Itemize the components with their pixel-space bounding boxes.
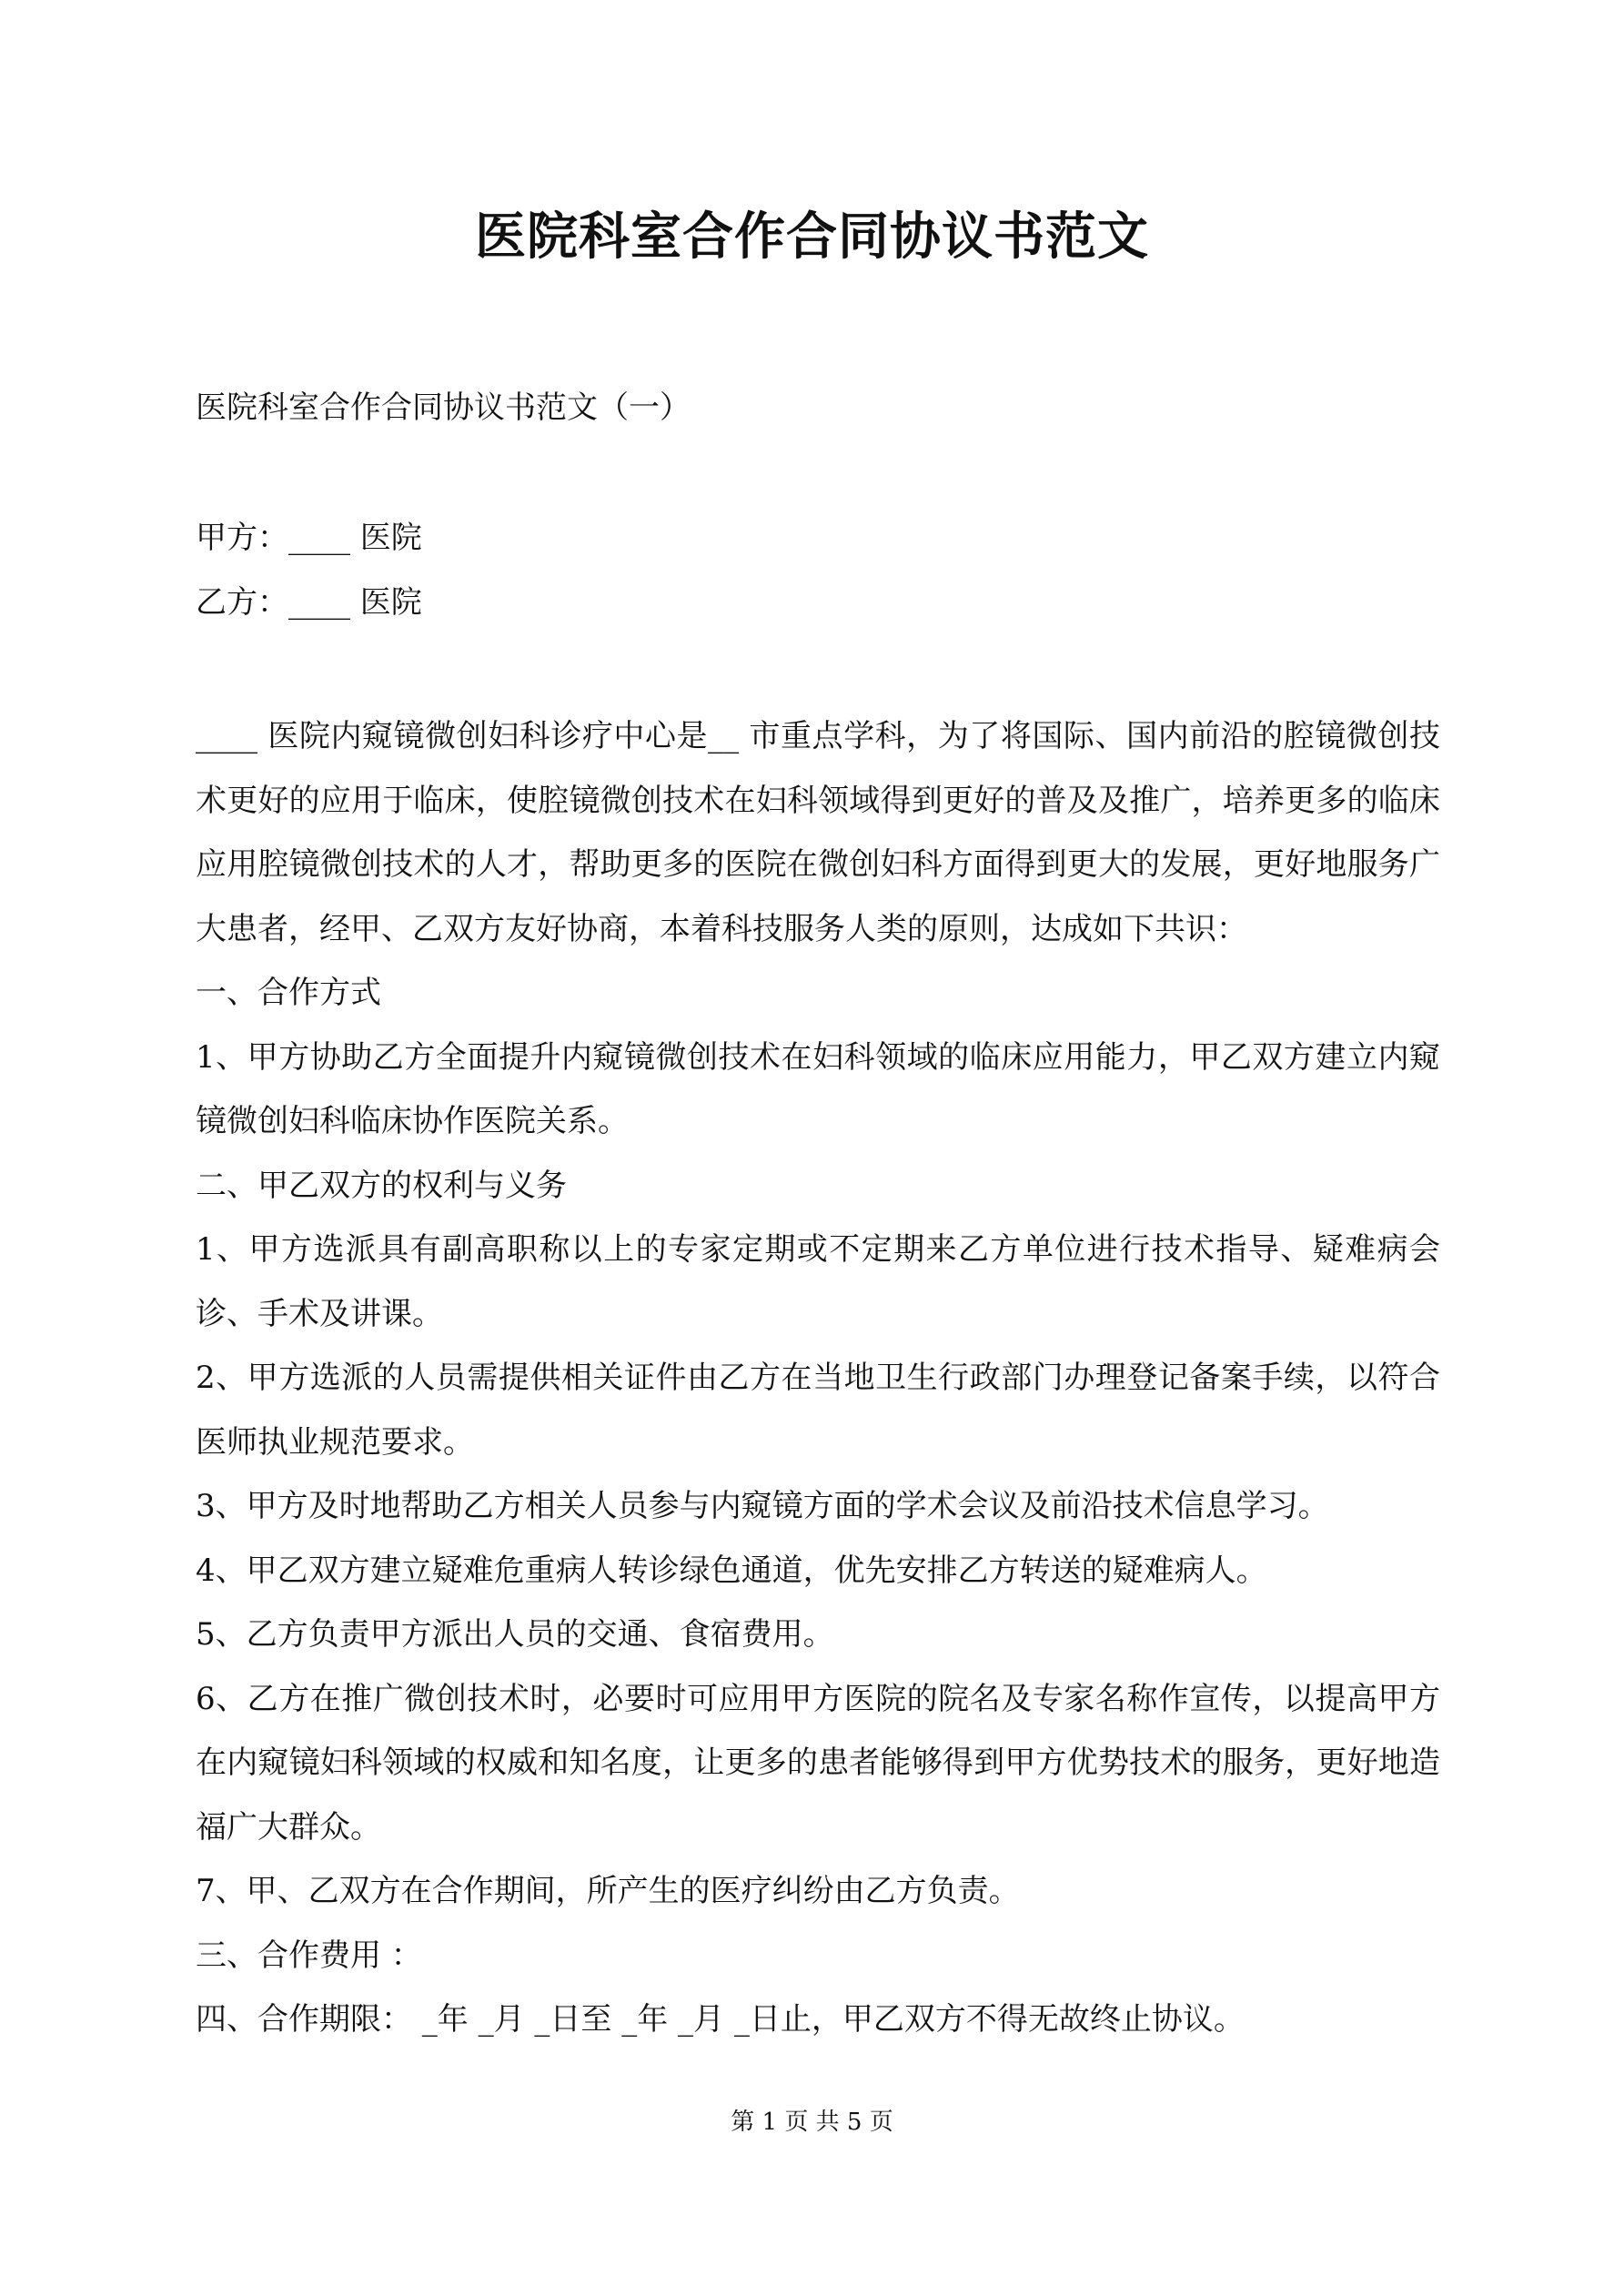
party-a-line: 甲方：____ 医院 [196,520,422,556]
clause-paragraph: 7、甲、乙双方在合作期间，所产生的医疗纠纷由乙方负责。 [196,1873,1020,1909]
clause-paragraph: 6、乙方在推广微创技术时，必要时可应用甲方医院的院名及专家名称作宣传，以提高甲方在内窥镜妇科领域的权威和知名度，让更多的患者能够得到甲方优势技术的服务，更好地造福广大群众。 [196,1680,1440,1846]
contract-body [196,704,1440,2052]
section-heading-cooperation-mode: 一、合作方式 [196,975,381,1011]
section-heading-rights-obligations: 二、甲乙双方的权利与义务 [196,1167,567,1204]
clause-paragraph: 1、甲方选派具有副高职称以上的专家定期或不定期来乙方单位进行技术指导、疑难病会诊、手术及讲课。 [196,1231,1440,1332]
clause-paragraph: 4、甲乙双方建立疑难危重病人转诊绿色通道，优先安排乙方转送的疑难病人。 [196,1552,1267,1589]
clause-paragraph: 2、甲方选派的人员需提供相关证件由乙方在当地卫生行政部门办理登记备案手续，以符合医师执业规范要求。 [196,1360,1440,1461]
section-heading-cooperation-term: 四、合作期限： _年 _月 _日至 _年 _月 _日止，甲乙双方不得无故终止协议。 [196,2001,1245,2038]
document-title: 医院科室合作合同协议书范文 [475,207,1149,267]
section-heading-cooperation-fees: 三、合作费用 ： [196,1937,422,1974]
clause-paragraph: 1、甲方协助乙方全面提升内窥镜微创技术在妇科领域的临床应用能力，甲乙双方建立内窥镜微创妇科临床协作医院关系。 [196,1038,1440,1139]
document-subtitle: 医院科室合作合同协议书范文（一） [196,389,691,426]
clause-paragraph: 5、乙方负责甲方派出人员的交通、食宿费用。 [196,1616,834,1653]
clause-paragraph: 3、甲方及时地帮助乙方相关人员参与内窥镜方面的学术会议及前沿技术信息学习。 [196,1488,1329,1524]
intro-paragraph: ____ 医院内窥镜微创妇科诊疗中心是__ 市重点学科，为了将国际、国内前沿的腔镜微创技术更好的应用于临床，使腔镜微创技术在妇科领域得到更好的普及及推广，培养更多的临床应用腔镜微创技术的人才，帮助更多的医院在微创妇科方面得到更大的发展，更好地服务广大患者，经甲、乙双方友好协商，本着科技服务人类的原则，达成如下共识： [196,718,1440,947]
party-b-line: 乙方：____ 医院 [196,584,422,621]
page-footer: 第 1 页 共 5 页 [731,2109,893,2136]
